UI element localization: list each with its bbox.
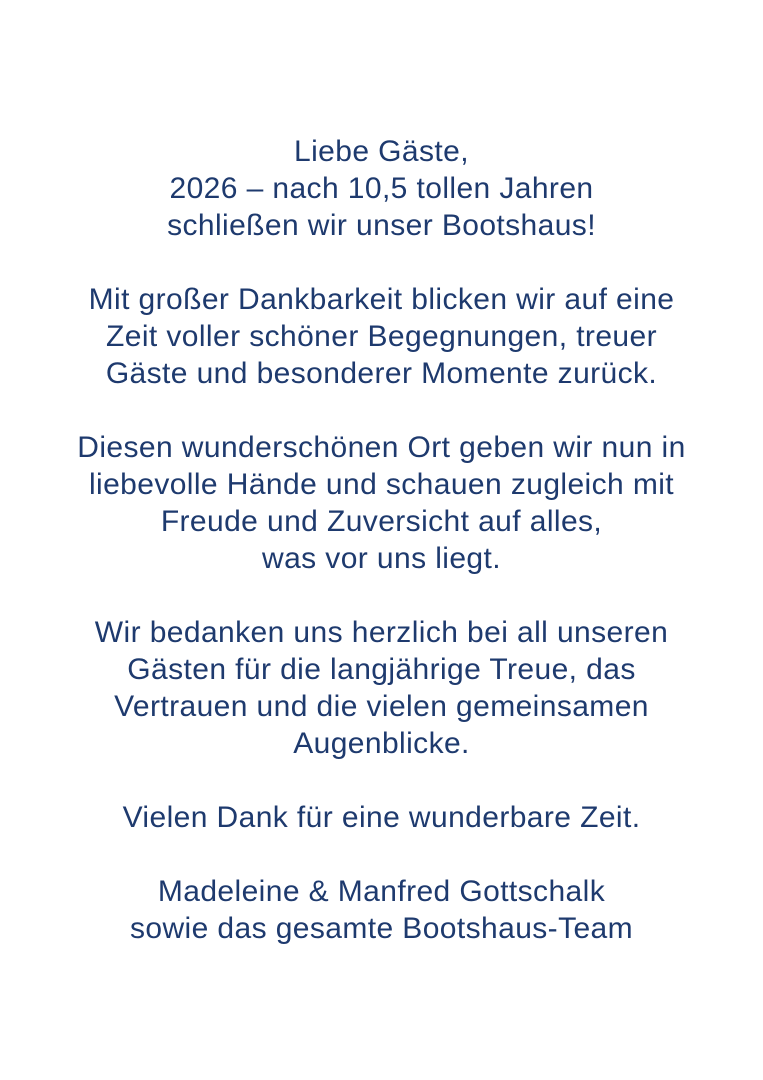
- paragraph: [0, 614, 763, 762]
- paragraph: [0, 133, 763, 244]
- text-line: 2026 – nach 10,5 tollen Jahren: [169, 172, 594, 205]
- paragraph: [0, 281, 763, 392]
- text-line: Freude und Zuversicht auf alles,: [160, 505, 603, 538]
- text-line: Augenblicke.: [293, 727, 470, 760]
- text-line: Madeleine & Manfred Gottschalk: [157, 875, 606, 908]
- text-line: schließen wir unser Bootshaus!: [167, 209, 596, 242]
- text-line: Vertrauen und die vielen gemeinsamen: [114, 690, 649, 723]
- text-line: Vielen Dank für eine wunderbare Zeit.: [122, 801, 641, 834]
- text-line: Liebe Gäste,: [294, 135, 469, 168]
- text-line: Mit großer Dankbarkeit blicken wir auf eine: [88, 283, 675, 316]
- text-line: sowie das gesamte Bootshaus-Team: [129, 912, 634, 945]
- text-line: liebevolle Hände und schauen zugleich mit: [88, 468, 675, 501]
- text-line: Zeit voller schöner Begegnungen, treuer: [106, 320, 657, 353]
- text-line: Gäste und besonderer Momente zurück.: [105, 357, 658, 390]
- paragraph: [0, 873, 763, 947]
- paragraph: [0, 799, 763, 836]
- text-line: was vor uns liegt.: [262, 542, 501, 575]
- text-line: Gästen für die langjährige Treue, das: [127, 653, 636, 686]
- text-line: Diesen wunderschönen Ort geben wir nun in: [77, 431, 686, 464]
- farewell-message: [0, 133, 763, 947]
- text-line: Wir bedanken uns herzlich bei all unseren: [94, 616, 669, 649]
- paragraph: [0, 429, 763, 577]
